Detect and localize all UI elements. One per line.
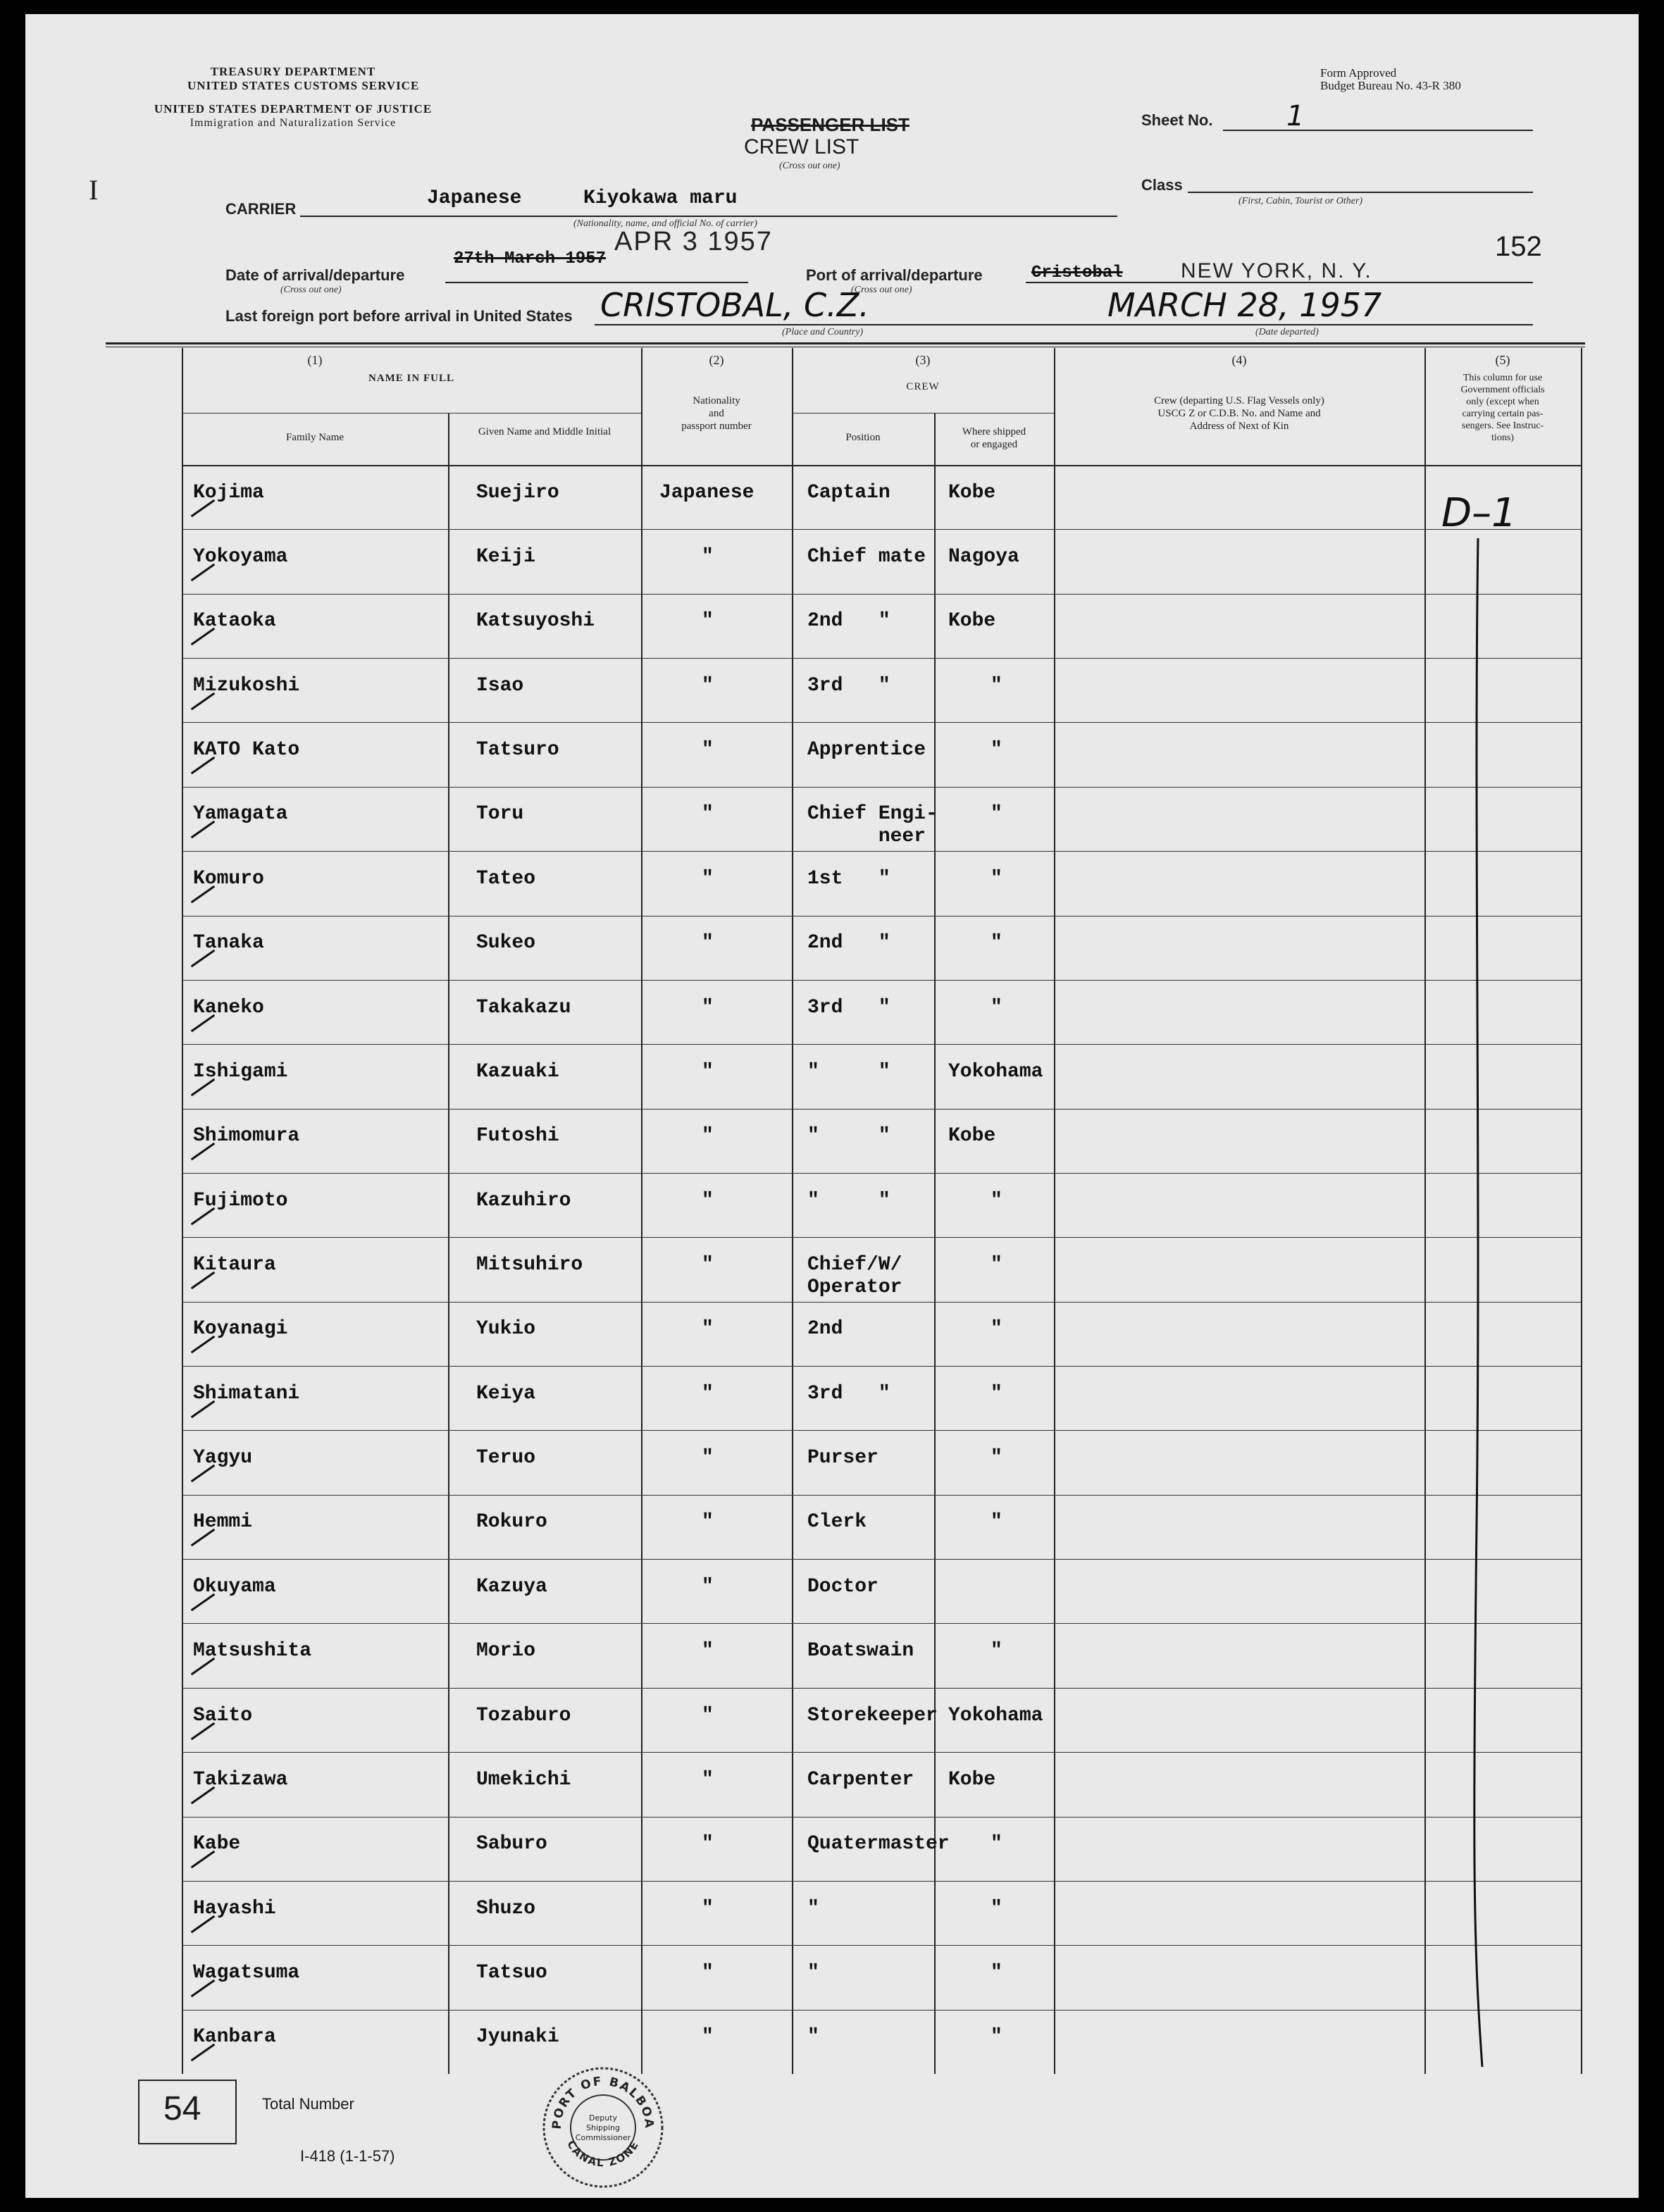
cell-given: Kazuya (476, 1575, 547, 1598)
cell-nationality: " (702, 1125, 714, 1148)
cell-given: Yukio (476, 1318, 536, 1341)
cell-nationality: " (702, 1640, 714, 1663)
cell-where: " (991, 1511, 1002, 1534)
cell-given: Tatsuro (476, 739, 559, 762)
cell-family: Yagyu (193, 1447, 253, 1470)
carrier-nationality: Japanese (427, 187, 522, 209)
cell-nationality: " (702, 932, 714, 955)
cell-position: Carpenter (807, 1768, 914, 1791)
title-passenger-crossed: PASSENGER LIST (751, 114, 909, 135)
cell-given: Mitsuhiro (476, 1254, 583, 1276)
col5-number: (5) (1495, 353, 1510, 367)
cell-family: Koyanagi (193, 1318, 288, 1341)
row-divider (182, 980, 1581, 981)
cell-where: Kobe (948, 481, 996, 504)
class-label: Class (1141, 176, 1183, 194)
cell-position: " " (807, 1125, 890, 1148)
cell-family: Fujimoto (193, 1189, 288, 1212)
col4-number: (4) (1231, 353, 1247, 367)
cell-given: Shuzo (476, 1897, 536, 1920)
cell-nationality: " (702, 674, 714, 697)
cell-position: 2nd (807, 1318, 843, 1341)
last-port-label: Last foreign port before arrival in United States (225, 307, 573, 325)
row-divider (182, 1430, 1581, 1431)
cell-nationality: " (702, 1447, 714, 1470)
total-number-label: Total Number (262, 2095, 354, 2113)
cell-family: Hemmi (193, 1511, 253, 1534)
cell-where: Kobe (948, 1125, 996, 1148)
col-given-name: Given Name and Middle Initial (478, 426, 611, 437)
cell-nationality: " (702, 610, 714, 633)
agency-treasury: TREASURY DEPARTMENT (210, 65, 376, 78)
cell-nationality: " (702, 1897, 714, 1920)
cell-family: Yamagata (193, 803, 288, 826)
cell-position: " (807, 2026, 819, 2049)
date-stamp: APR 3 1957 (614, 227, 773, 256)
agency-ins: Immigration and Naturalization Service (190, 117, 397, 129)
cell-nationality: " (702, 1833, 714, 1856)
cell-where: " (991, 1189, 1002, 1212)
agency-justice: UNITED STATES DEPARTMENT OF JUSTICE (154, 102, 433, 116)
cell-given: Jyunaki (476, 2026, 559, 2049)
cell-given: Keiya (476, 1382, 536, 1405)
seal-top-text: PORT OF BALBOA (550, 2074, 657, 2130)
cell-family: Yokoyama (193, 546, 288, 568)
port-caption: (Cross out one) (851, 285, 912, 295)
cell-where: " (991, 996, 1002, 1019)
date-label: Date of arrival/departure (225, 266, 405, 284)
cell-given: Morio (476, 1640, 536, 1663)
seal-bottom-text: CANAL ZONE (564, 2138, 642, 2170)
cell-position: 2nd " (807, 932, 890, 955)
cell-given: Toru (476, 803, 524, 826)
cell-where: " (991, 674, 1002, 697)
cell-where: Yokohama (948, 1060, 1043, 1083)
cell-family: Shimomura (193, 1125, 300, 1148)
col-family-name: Family Name (285, 432, 344, 443)
cell-family: Kanbara (193, 2026, 276, 2049)
cell-position: Chief Engi- neer (807, 803, 938, 848)
seal-center-1: Deputy (588, 2113, 618, 2123)
cell-nationality: " (702, 1575, 714, 1598)
col2-number: (2) (709, 353, 724, 367)
row-divider (182, 1559, 1581, 1560)
cell-nationality: " (702, 1382, 714, 1405)
row-divider (182, 1881, 1581, 1882)
seal-center-3: Commissioner (575, 2133, 631, 2142)
cell-family: Takizawa (193, 1768, 288, 1791)
col-nationality: Nationality and passport number (681, 395, 752, 432)
row-divider (182, 787, 1581, 788)
cell-position: Doctor (807, 1575, 878, 1598)
cell-family: KATO Kato (193, 739, 300, 762)
cell-given: Rokuro (476, 1511, 547, 1534)
port-typed-crossed: Cristobal (1031, 263, 1123, 282)
cell-position: Chief/W/ Operator (807, 1254, 902, 1298)
cell-family: Okuyama (193, 1575, 276, 1598)
cell-given: Tatsuo (476, 1961, 547, 1984)
total-number-value: 54 (163, 2090, 201, 2127)
cell-nationality: " (702, 1189, 714, 1212)
col3-number: (3) (915, 353, 931, 367)
col1-number: (1) (307, 353, 323, 367)
cell-position: 3rd " (807, 674, 890, 697)
row-divider (182, 1688, 1581, 1689)
row-divider (182, 658, 1581, 659)
cell-position: " " (807, 1060, 890, 1083)
cell-nationality: Japanese (659, 481, 755, 504)
cell-where: Nagoya (948, 546, 1019, 568)
cell-family: Wagatsuma (193, 1961, 300, 1984)
cell-family: Tanaka (193, 932, 264, 955)
cell-family: Kitaura (193, 1254, 276, 1276)
cell-position: Boatswain (807, 1640, 914, 1663)
cell-given: Katsuyoshi (476, 610, 595, 633)
cell-nationality: " (702, 2026, 714, 2049)
cell-family: Kojima (193, 481, 264, 504)
cell-given: Saburo (476, 1833, 547, 1856)
cell-position: 2nd " (807, 610, 890, 633)
col-position: Position (845, 432, 881, 443)
cell-given: Tateo (476, 867, 536, 890)
cell-given: Sukeo (476, 932, 536, 955)
row-divider (182, 1366, 1581, 1367)
sheet-number: 1 (1286, 100, 1305, 132)
cell-nationality: " (702, 1768, 714, 1791)
cell-family: Komuro (193, 867, 264, 890)
cell-position: Storekeeper (807, 1704, 938, 1727)
cell-nationality: " (702, 1704, 714, 1727)
cell-nationality: " (702, 867, 714, 890)
row-divider (182, 1623, 1581, 1624)
row-divider (182, 1109, 1581, 1110)
row-divider (182, 1495, 1581, 1496)
cell-nationality: " (702, 1318, 714, 1341)
svg-text:CANAL ZONE (564, 2138, 641, 2169)
cell-family: Kataoka (193, 610, 276, 633)
cell-position: " " (807, 1189, 890, 1212)
col1-title: NAME IN FULL (368, 373, 454, 384)
cell-nationality: " (702, 1961, 714, 1984)
cell-where: " (991, 1447, 1002, 1470)
cell-position: Apprentice (807, 739, 926, 762)
cell-where: " (991, 739, 1002, 762)
cell-where: " (991, 2026, 1002, 2049)
cell-position: Chief mate (807, 546, 926, 568)
cell-nationality: " (702, 1060, 714, 1083)
cell-where: Yokohama (948, 1704, 1043, 1727)
cell-nationality: " (702, 996, 714, 1019)
cell-nationality: " (702, 546, 714, 568)
row-divider (182, 916, 1581, 917)
form-number: I-418 (1-1-57) (300, 2147, 395, 2165)
cell-where: " (991, 1254, 1002, 1276)
cell-nationality: " (702, 1511, 714, 1534)
cell-given: Futoshi (476, 1125, 559, 1148)
port-label: Port of arrival/departure (806, 266, 983, 284)
paper-sheet (25, 14, 1639, 2198)
row-divider (182, 1817, 1581, 1818)
last-port-value: CRISTOBAL, C.Z. (600, 286, 869, 324)
cell-nationality: " (702, 1254, 714, 1276)
date-caption: (Cross out one) (280, 285, 342, 295)
cell-given: Kazuhiro (476, 1189, 571, 1212)
cell-position: Clerk (807, 1511, 867, 1534)
row-divider (182, 529, 1581, 530)
class-caption: (First, Cabin, Tourist or Other) (1238, 196, 1363, 206)
cell-family: Mizukoshi (193, 674, 300, 697)
row-divider (182, 851, 1581, 852)
row-divider (182, 1173, 1581, 1174)
col-where-shipped: Where shipped or engaged (962, 426, 1026, 450)
title-caption: (Cross out one) (779, 161, 840, 171)
cell-given: Teruo (476, 1447, 536, 1470)
cell-where: Kobe (948, 610, 996, 633)
row-divider (182, 1752, 1581, 1753)
cell-where: " (991, 867, 1002, 890)
page-title: CREW LIST (744, 135, 859, 159)
cell-where: Kobe (948, 1768, 996, 1791)
cell-given: Isao (476, 674, 524, 697)
cell-where: " (991, 1833, 1002, 1856)
row-divider (182, 1044, 1581, 1045)
margin-mark: I (89, 174, 99, 206)
page-number: 152 (1495, 231, 1542, 262)
cell-position: Captain (807, 481, 890, 504)
cell-where: " (991, 803, 1002, 826)
cell-given: Kazuaki (476, 1060, 559, 1083)
cell-family: Kaneko (193, 996, 264, 1019)
seal-center-2: Shipping (586, 2123, 620, 2132)
port-stamp: NEW YORK, N. Y. (1181, 259, 1372, 282)
agency-customs: UNITED STATES CUSTOMS SERVICE (187, 79, 420, 92)
sheet-label: Sheet No. (1141, 111, 1213, 129)
row-divider (182, 722, 1581, 723)
cell-position: Quatermaster (807, 1833, 950, 1856)
cell-position: 1st " (807, 867, 890, 890)
cell-where: " (991, 1382, 1002, 1405)
row-divider (182, 1302, 1581, 1303)
cell-family: Shimatani (193, 1382, 300, 1405)
cell-family: Saito (193, 1704, 253, 1727)
cell-where: " (991, 932, 1002, 955)
cell-position: " (807, 1897, 819, 1920)
budget-bureau: Budget Bureau No. 43-R 380 (1320, 79, 1461, 92)
cell-given: Tozaburo (476, 1704, 571, 1727)
cell-where: " (991, 1897, 1002, 1920)
form-approved: Form Approved (1320, 66, 1397, 80)
col5-annotation: D–1 (1441, 490, 1517, 536)
cell-nationality: " (702, 803, 714, 826)
cell-given: Keiji (476, 546, 536, 568)
port-of-balboa-seal (540, 2064, 666, 2191)
carrier-name: Kiyokawa maru (583, 187, 738, 209)
date-departed-caption: (Date departed) (1255, 327, 1319, 337)
cell-family: Matsushita (193, 1640, 312, 1663)
cell-position: 3rd " (807, 996, 890, 1019)
cell-position: " (807, 1961, 819, 1984)
carrier-caption: (Nationality, name, and official No. of carrier) (573, 218, 757, 229)
cell-position: Purser (807, 1447, 878, 1470)
cell-nationality: " (702, 739, 714, 762)
col5-bracket-line (1470, 538, 1498, 2074)
date-typed-crossed: 27th March 1957 (454, 249, 607, 268)
cell-given: Takakazu (476, 996, 571, 1019)
row-divider (182, 594, 1581, 595)
row-divider (182, 1237, 1581, 1238)
col3-title: CREW (906, 381, 940, 392)
carrier-label: CARRIER (225, 200, 297, 218)
cell-given: Suejiro (476, 481, 559, 504)
cell-given: Umekichi (476, 1768, 571, 1791)
date-departed-value: MARCH 28, 1957 (1107, 286, 1382, 324)
cell-where: " (991, 1640, 1002, 1663)
cell-position: 3rd " (807, 1382, 890, 1405)
row-divider (182, 1945, 1581, 1946)
cell-where: " (991, 1961, 1002, 1984)
cell-family: Ishigami (193, 1060, 288, 1083)
cell-where: " (991, 1318, 1002, 1341)
col4-title: Crew (departing U.S. Flag Vessels only) USCG Z or C.D.B. No. and Name and Address of Next of Kin (1154, 395, 1324, 432)
cell-family: Kabe (193, 1833, 241, 1856)
last-port-caption: (Place and Country) (782, 327, 864, 337)
cell-family: Hayashi (193, 1897, 276, 1920)
row-divider (182, 2010, 1581, 2011)
col5-title: This column for use Government officials only (except when carrying certain pas- sengers. See Instruc- tions) (1460, 373, 1545, 443)
